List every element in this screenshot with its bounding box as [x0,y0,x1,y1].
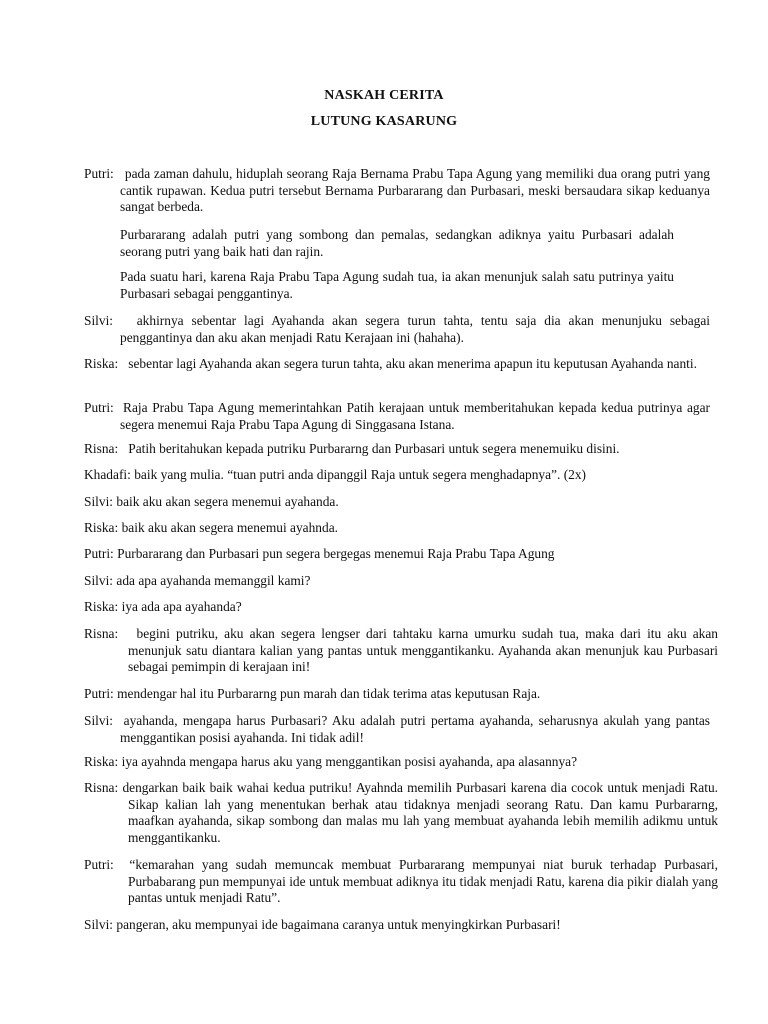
dialogue-paragraph [84,686,710,703]
dialogue-paragraph [84,713,710,746]
dialogue-paragraph [84,441,710,458]
dialogue-text: ada apa ayahanda memanggil kami? [116,573,311,588]
dialogue-text: begini putriku, aku akan segera lengser dari tahtaku karna umurku sudah tua, maka dari itu aku akan menunjuk satu diantara kalian yang pantas untuk menggantikanku. Ayahanda akan menunjuk kau Purbasari sebagai pemimpin di kerajaan ini! [128,626,719,675]
speaker-name: Putri: [84,166,114,181]
dialogue-text: baik aku akan segera menemui ayahanda. [116,494,339,509]
dialogue-text: Purbararang adalah putri yang sombong dan pemalas, sedangkan adiknya yaitu Purbasari adalah seorang putri yang baik hati dan rajin. [120,227,674,259]
dialogue-text: Pada suatu hari, karena Raja Prabu Tapa Agung sudah tua, ia akan menunjuk salah satu putrinya yaitu Purbasari sebagai penggantinya. [120,269,674,301]
speaker-name: Riska: [84,754,119,769]
dialogue-text: sebentar lagi Ayahanda akan segera turun tahta, aku akan menerima apapun itu keputusan Ayahanda nanti. [128,356,697,371]
dialogue-paragraph [84,754,710,771]
dialogue-paragraph [84,573,710,590]
dialogue-paragraph [84,546,710,563]
speaker-name: Silvi: [84,917,114,932]
dialogue-paragraph [84,313,710,346]
dialogue-text: dengarkan baik baik wahai kedua putriku! Ayahnda memilih Purbasari karena dia cocok untuk menjadi Ratu. Sikap kalian lah yang menentukan berhak atau tidaknya menjadi seorang Ratu. Dan kamu Purbararng, maafkan ayahanda, sikap sombong dan malas mu lah yang membuat ayahanda lebih memilih adikmu untuk menggantikanku. [122,780,718,845]
dialogue-text: iya ayahnda mengapa harus aku yang menggantikan posisi ayahanda, apa alasannya? [121,754,578,769]
speaker-name: Putri: [84,400,114,415]
dialogue-text: baik aku akan segera menemui ayahnda. [121,520,338,535]
dialogue-paragraph [84,400,710,433]
speaker-name: Putri: [84,857,114,872]
dialogue-text: “kemarahan yang sudah memuncak membuat Purbararang mempunyai niat buruk terhadap Purbasari, Purbabarang pun mempunyai ide untuk membuat adiknya itu tidak menjadi Ratu, karena dia pikir dialah yang pantas untuk menjadi Ratu”. [128,857,718,906]
document-subtitle: LUTUNG KASARUNG [310,114,458,129]
dialogue-paragraph [84,917,710,934]
narration-paragraph [120,269,674,302]
dialogue-paragraph [84,356,718,373]
dialogue-text: mendengar hal itu Purbararng pun marah dan tidak terima atas keputusan Raja. [117,686,541,701]
speaker-name: Silvi: [84,713,114,728]
dialogue-paragraph [84,520,710,537]
dialogue-text: pada zaman dahulu, hiduplah seorang Raja Bernama Prabu Tapa Agung yang memiliki dua orang putri yang cantik rupawan. Kedua putri tersebut Bernama Purbararang dan Purbasari, meski bersaudara sikap keduanya sangat berbeda. [120,166,710,215]
dialogue-text: pangeran, aku mempunyai ide bagaimana caranya untuk menyingkirkan Purbasari! [116,917,561,932]
dialogue-paragraph [84,780,718,846]
speaker-name: Riska: [84,356,119,371]
speaker-name: Silvi: [84,494,114,509]
speaker-name: Putri: [84,686,114,701]
dialogue-text: Purbararang dan Purbasari pun segera bergegas menemui Raja Prabu Tapa Agung [117,546,555,561]
speaker-name: Putri: [84,546,114,561]
narration-paragraph [120,227,674,260]
dialogue-paragraph [84,467,710,484]
dialogue-paragraph [84,494,710,511]
speaker-name: Riska: [84,599,119,614]
dialogue-text: akhirnya sebentar lagi Ayahanda akan segera turun tahta, tentu saja dia akan menunjuku sebagai penggantinya dan aku akan menjadi Ratu Kerajaan ini (hahaha). [120,313,710,345]
speaker-name: Silvi: [84,313,114,328]
dialogue-text: iya ada apa ayahanda? [121,599,242,614]
speaker-name: Risna: [84,441,119,456]
speaker-name: Silvi: [84,573,114,588]
speaker-name: Risna: [84,626,119,641]
dialogue-paragraph [84,626,718,676]
dialogue-paragraph [84,857,718,907]
dialogue-text: Patih beritahukan kepada putriku Purbararng dan Purbasari untuk segera menemuiku disini. [128,441,620,456]
dialogue-paragraph [84,166,710,216]
dialogue-text: ayahanda, mengapa harus Purbasari? Aku adalah putri pertama ayahanda, seharusnya akulah yang pantas menggantikan posisi ayahanda. Ini tidak adil! [120,713,710,745]
dialogue-text: baik yang mulia. “tuan putri anda dipanggil Raja untuk segera menghadapnya”. (2x) [134,467,587,482]
speaker-name: Khadafi: [84,467,131,482]
dialogue-paragraph [84,599,710,616]
speaker-name: Riska: [84,520,119,535]
document-title: NASKAH CERITA [324,88,444,103]
dialogue-text: Raja Prabu Tapa Agung memerintahkan Patih kerajaan untuk memberitahukan kepada kedua putrinya agar segera menemui Raja Prabu Tapa Agung di Singgasana Istana. [120,400,710,432]
speaker-name: Risna: [84,780,119,795]
